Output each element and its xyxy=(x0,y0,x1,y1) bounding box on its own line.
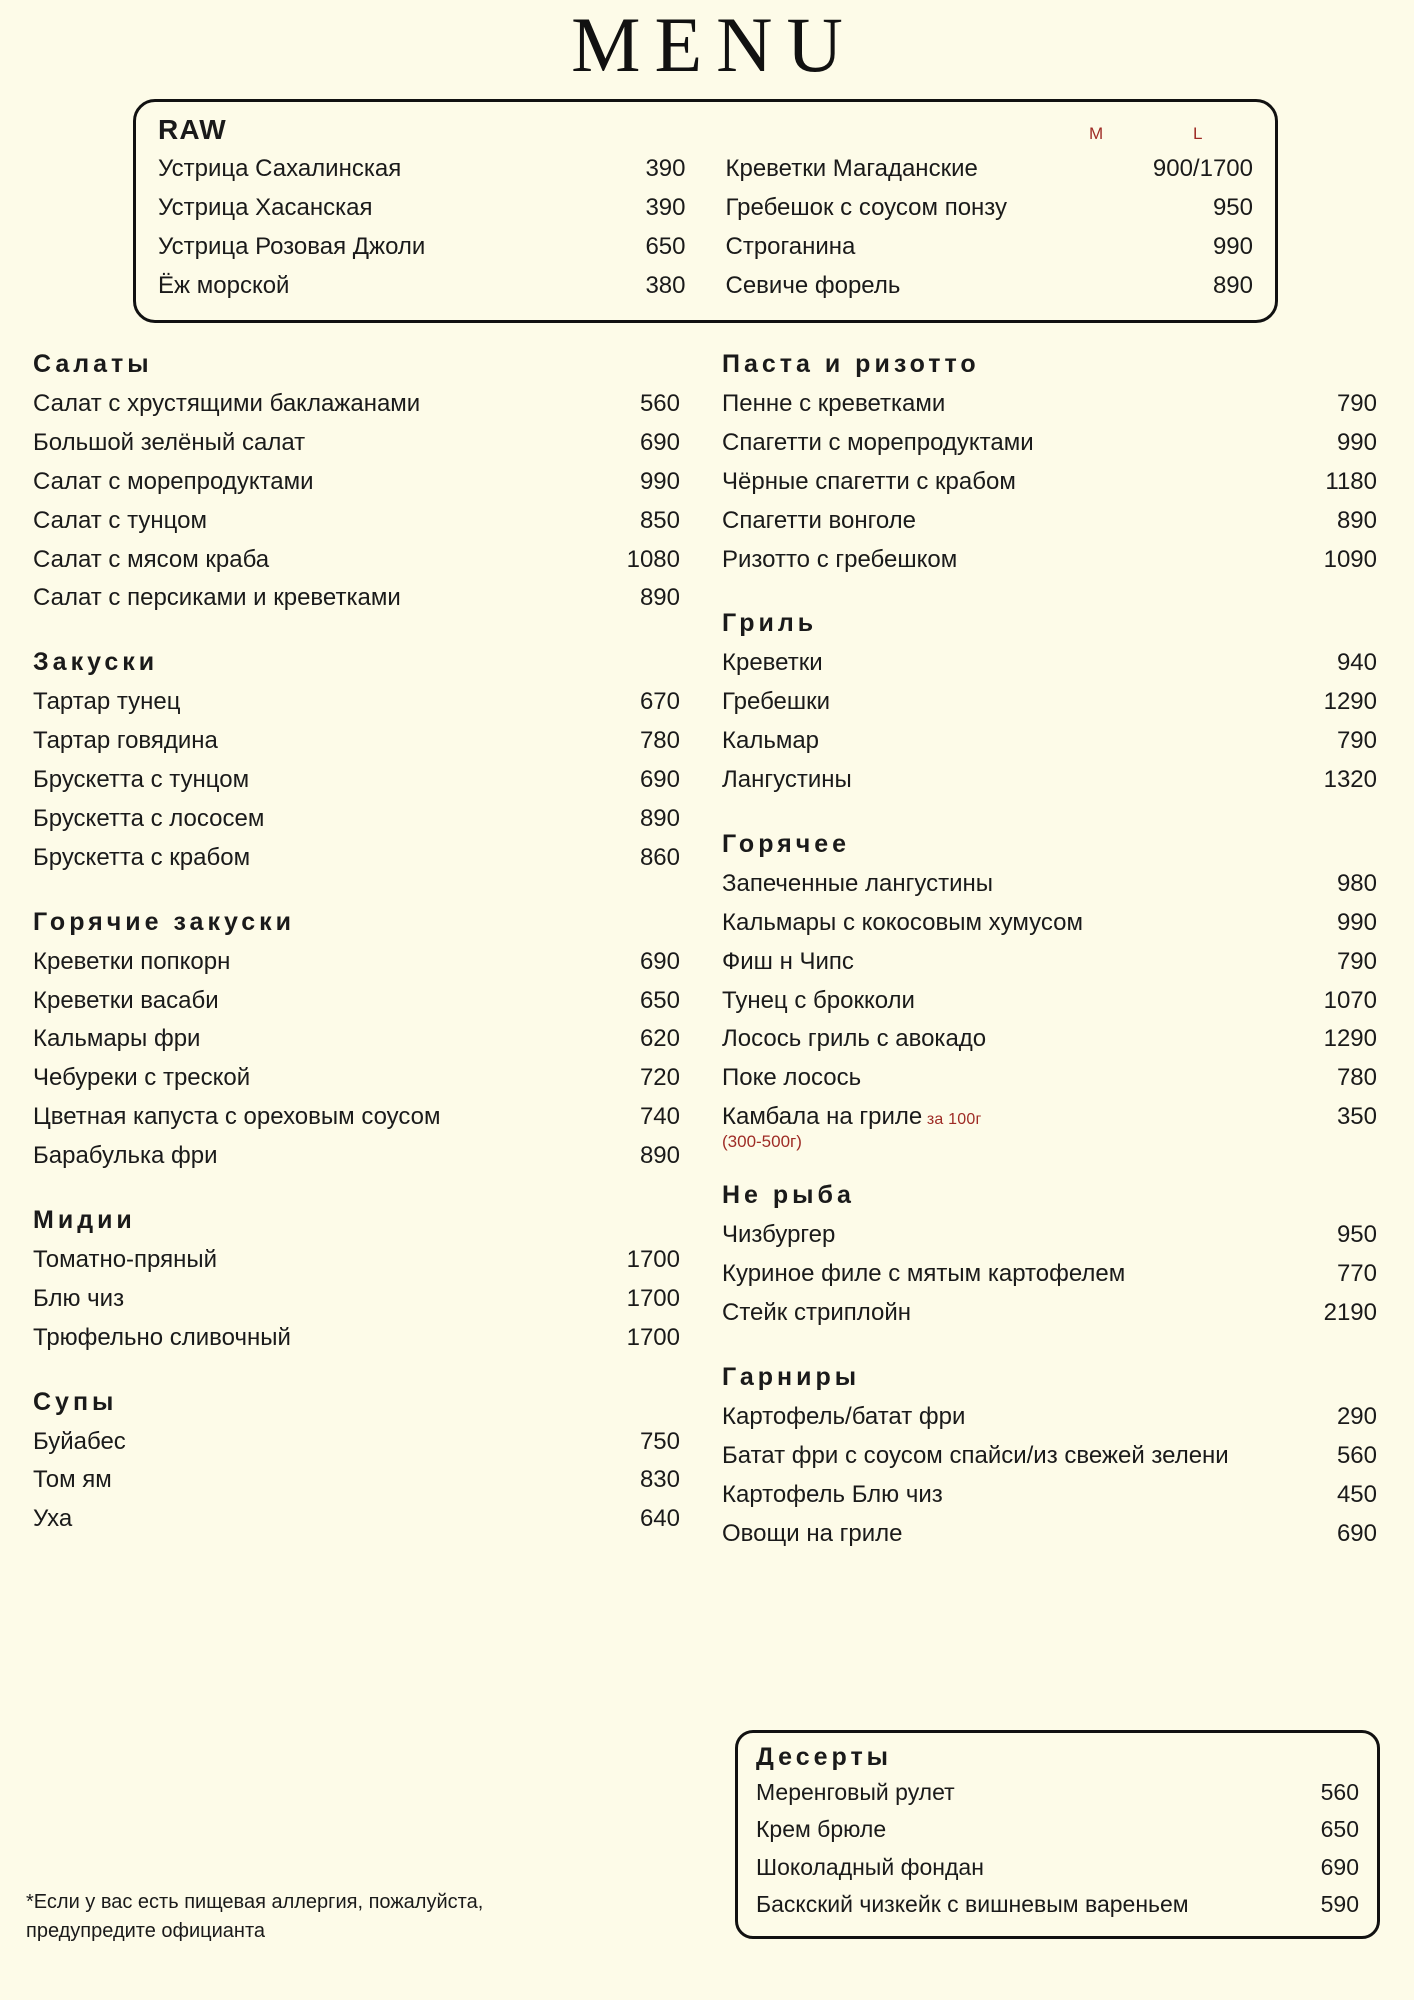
menu-item-name: Лангустины xyxy=(722,766,852,793)
menu-item-row xyxy=(722,463,1377,502)
menu-item-name: Спагетти вонголе xyxy=(722,506,916,534)
menu-item-row xyxy=(33,1241,680,1280)
menu-item-row xyxy=(33,722,680,761)
menu-item-price: 690 xyxy=(639,947,680,975)
menu-item-row xyxy=(722,1437,1377,1476)
menu-item-name: Брускетта с тунцом xyxy=(33,766,250,793)
menu-item-name: Баскский чизкейк с вишневым вареньем xyxy=(756,1891,1189,1918)
menu-item-name: Картофель Блю чиз xyxy=(722,1480,943,1508)
menu-item-price: 560 xyxy=(1336,1441,1377,1469)
menu-item-price: 950 xyxy=(1212,193,1253,221)
menu-item-name: Тунец с брокколи xyxy=(722,986,915,1014)
menu-item-row xyxy=(722,541,1377,580)
menu-item-row xyxy=(33,1059,680,1098)
raw-item-row xyxy=(158,189,686,228)
menu-item-name: Тартар тунец xyxy=(33,688,181,716)
menu-item-row xyxy=(33,1137,680,1176)
menu-section xyxy=(722,350,1377,579)
menu-item-row xyxy=(722,644,1377,683)
raw-item-row xyxy=(726,150,1254,189)
menu-item-price: 620 xyxy=(639,1025,680,1053)
menu-item-price: 830 xyxy=(639,1466,680,1494)
menu-item-price: 290 xyxy=(1336,1402,1377,1430)
menu-item-price: 1080 xyxy=(626,545,680,573)
menu-section xyxy=(722,609,1377,800)
menu-item-row xyxy=(722,865,1377,904)
menu-item-price: 1700 xyxy=(626,1245,680,1273)
menu-section xyxy=(33,1388,680,1540)
menu-item-row xyxy=(722,1515,1377,1554)
size-header-m: M xyxy=(1089,124,1104,143)
menu-item-row xyxy=(33,579,680,618)
menu-section xyxy=(33,1206,680,1358)
menu-item-price: 790 xyxy=(1336,727,1377,755)
menu-item-name: Батат фри с соусом спайси/из свежей зелени xyxy=(722,1441,1229,1469)
menu-item-row xyxy=(722,982,1377,1021)
menu-item-row xyxy=(722,385,1377,424)
menu-item-name: Цветная капуста с ореховым соусом xyxy=(33,1103,441,1131)
menu-item-price: 380 xyxy=(645,271,686,299)
menu-section-title: Гарниры xyxy=(722,1362,861,1391)
menu-item-price: 1290 xyxy=(1323,1025,1377,1053)
raw-item-row xyxy=(726,267,1254,306)
menu-item-price: 1700 xyxy=(626,1284,680,1312)
menu-item-price: 990 xyxy=(1336,428,1377,456)
menu-item-price: 940 xyxy=(1336,649,1377,677)
menu-item-name: Кальмары фри xyxy=(33,1025,201,1053)
menu-item-price: 890 xyxy=(1212,271,1253,299)
menu-item-name: Салат с хрустящими баклажанами xyxy=(33,390,421,417)
menu-item-price: 990 xyxy=(1336,908,1377,936)
menu-item-row xyxy=(33,800,680,839)
menu-item-row xyxy=(33,839,680,878)
menu-item-name: Картофель/батат фри xyxy=(722,1402,966,1430)
menu-item-name: Кальмар xyxy=(722,727,820,755)
menu-item-price: 980 xyxy=(1336,869,1377,897)
menu-item-row xyxy=(33,1098,680,1137)
menu-item-row xyxy=(722,1255,1377,1294)
menu-section-title: Гриль xyxy=(722,609,818,638)
size-header-l: L xyxy=(1193,124,1203,143)
menu-item-name: Креветки Магаданские xyxy=(725,155,978,182)
menu-item-row xyxy=(33,1319,680,1358)
menu-item-row xyxy=(722,722,1377,761)
menu-item-name: Салат с морепродуктами xyxy=(33,467,314,495)
menu-item-price: 780 xyxy=(1336,1064,1377,1092)
menu-item-price: 1070 xyxy=(1323,986,1377,1014)
desserts-section-box xyxy=(735,1730,1380,1939)
menu-item-name: Устрица Розовая Джоли xyxy=(158,232,426,260)
menu-item-price: 850 xyxy=(639,506,680,534)
menu-item-price: 390 xyxy=(645,155,686,182)
menu-item-price: 780 xyxy=(639,727,680,755)
dessert-item-row xyxy=(756,1849,1359,1886)
desserts-list xyxy=(756,1774,1359,1924)
menu-item-row xyxy=(33,761,680,800)
raw-item-row xyxy=(158,150,686,189)
dessert-item-row xyxy=(756,1774,1359,1811)
menu-item-name: Чизбургер xyxy=(722,1221,836,1249)
menu-item-price: 740 xyxy=(639,1103,680,1131)
menu-item-portion-note: за 100г xyxy=(922,1111,982,1129)
menu-item-row xyxy=(722,1059,1377,1098)
menu-item-price: 990 xyxy=(639,467,680,495)
menu-section-title: Салаты xyxy=(33,350,153,378)
menu-item-name: Поке лосось xyxy=(722,1064,862,1092)
raw-size-headers xyxy=(158,124,1253,146)
menu-item-price: 890 xyxy=(639,584,680,612)
menu-item-price: 590 xyxy=(1320,1891,1359,1918)
menu-item-price: 670 xyxy=(639,688,680,716)
menu-item-row xyxy=(33,1280,680,1319)
menu-item-name: Гребешки xyxy=(722,688,831,716)
menu-item-name: Стейк стриплойн xyxy=(722,1299,911,1327)
left-column xyxy=(0,350,680,1553)
menu-item-row xyxy=(33,424,680,463)
menu-item-name: Буйабес xyxy=(33,1427,126,1455)
menu-item-name: Чебуреки с треской xyxy=(33,1064,251,1092)
menu-item-name: Устрица Хасанская xyxy=(158,193,373,221)
menu-item-price: 650 xyxy=(639,986,680,1014)
menu-item-name: Креветки васаби xyxy=(33,986,219,1014)
menu-item-price: 560 xyxy=(1320,1779,1359,1805)
menu-item-price: 390 xyxy=(645,193,686,221)
menu-section-title: Паста и ризотто xyxy=(722,350,980,378)
menu-item-name: Трюфельно сливочный xyxy=(33,1323,291,1351)
menu-item-price: 790 xyxy=(1336,390,1377,417)
menu-item-price: 790 xyxy=(1336,947,1377,975)
menu-item-name: Барабулька фри xyxy=(33,1142,218,1169)
menu-item-name: Кальмары с кокосовым хумусом xyxy=(722,908,1083,936)
raw-item-row xyxy=(726,228,1254,267)
menu-item-price: 690 xyxy=(639,766,680,793)
raw-section-title: RAW xyxy=(158,114,227,145)
raw-item-row xyxy=(158,267,686,306)
menu-item-row xyxy=(33,1020,680,1059)
menu-item-name: Пенне с креветками xyxy=(722,390,946,417)
menu-item-weight: (300-500г) xyxy=(722,1131,802,1151)
menu-item-name: Камбала на гриле за 100г (300-500г) xyxy=(722,1103,1281,1151)
raw-item-row xyxy=(726,189,1254,228)
menu-section-title: Горячее xyxy=(722,829,851,858)
page-title: MENU xyxy=(571,1,857,88)
menu-section xyxy=(722,830,1377,1151)
menu-item-name: Гребешок с соусом понзу xyxy=(725,193,1008,221)
menu-item-price: 640 xyxy=(639,1505,680,1533)
menu-item-price: 650 xyxy=(645,232,686,260)
menu-item-price: 950 xyxy=(1336,1221,1377,1249)
menu-item-name: Чёрные спагетти с крабом xyxy=(722,467,1016,495)
menu-item-row xyxy=(33,385,680,424)
menu-item-price: 720 xyxy=(639,1064,680,1092)
menu-item-row xyxy=(722,1020,1377,1059)
menu-item-price: 2190 xyxy=(1323,1299,1377,1327)
menu-item-name: Меренговый рулет xyxy=(756,1779,955,1805)
raw-right-column xyxy=(686,150,1254,306)
menu-section-title: Закуски xyxy=(33,648,159,677)
menu-item-name: Ризотто с гребешком xyxy=(722,545,958,573)
menu-section-title: Не рыба xyxy=(722,1181,855,1210)
menu-item-row xyxy=(722,1476,1377,1515)
menu-item-price: 690 xyxy=(1336,1519,1377,1547)
menu-item-price: 350 xyxy=(1336,1103,1377,1131)
menu-section xyxy=(722,1363,1377,1554)
dessert-item-row xyxy=(756,1811,1359,1848)
menu-item-row xyxy=(33,1423,680,1462)
menu-item-price: 900/1700 xyxy=(1152,155,1253,182)
menu-item-row xyxy=(722,1294,1377,1333)
menu-item-price: 650 xyxy=(1320,1816,1359,1843)
menu-item-row xyxy=(33,1500,680,1539)
menu-item-row xyxy=(33,1461,680,1500)
menu-item-price: 690 xyxy=(639,428,680,456)
menu-section xyxy=(33,350,680,618)
menu-item-name: Томатно-пряный xyxy=(33,1245,218,1273)
menu-columns xyxy=(0,350,1414,1553)
menu-item-name: Куриное филе с мятым картофелем xyxy=(722,1260,1126,1288)
menu-item-price: 890 xyxy=(639,1142,680,1169)
menu-item-row xyxy=(722,943,1377,982)
menu-item-price: 990 xyxy=(1212,232,1253,260)
menu-item-row xyxy=(722,1398,1377,1437)
dessert-item-row xyxy=(756,1886,1359,1923)
menu-item-name: Брускетта с лососем xyxy=(33,804,265,832)
menu-item-row xyxy=(33,982,680,1021)
menu-item-name: Овощи на гриле xyxy=(722,1519,903,1547)
menu-section xyxy=(33,908,680,1176)
menu-item-price: 1180 xyxy=(1325,467,1377,495)
menu-item-row xyxy=(722,904,1377,943)
menu-item-price: 450 xyxy=(1336,1480,1377,1508)
menu-item-name: Ёж морской xyxy=(158,271,290,299)
menu-item-price: 890 xyxy=(639,804,680,832)
menu-item-name: Брускетта с крабом xyxy=(33,843,251,871)
menu-item-row xyxy=(722,761,1377,800)
menu-item-price: 890 xyxy=(1336,506,1377,534)
menu-item-name: Крем брюле xyxy=(756,1816,887,1843)
menu-item-name: Севиче форель xyxy=(725,271,901,299)
menu-item-row xyxy=(33,683,680,722)
menu-item-name: Лосось гриль с авокадо xyxy=(722,1025,987,1053)
menu-section-title: Горячие закуски xyxy=(33,907,296,936)
menu-item-price: 1090 xyxy=(1323,545,1377,573)
menu-item-name: Устрица Сахалинская xyxy=(158,155,402,182)
menu-item-price: 1290 xyxy=(1323,688,1377,716)
menu-item-price: 1700 xyxy=(626,1323,680,1351)
menu-section xyxy=(722,1181,1377,1333)
menu-item-row xyxy=(722,1216,1377,1255)
menu-section-title: Мидии xyxy=(33,1205,136,1234)
raw-section-box xyxy=(133,99,1278,323)
menu-item-price: 770 xyxy=(1336,1260,1377,1288)
menu-item-price: 860 xyxy=(639,843,680,871)
menu-item-row xyxy=(33,943,680,982)
raw-item-row xyxy=(158,228,686,267)
menu-item-name: Тартар говядина xyxy=(33,727,218,755)
menu-item-name: Салат с персиками и креветками xyxy=(33,584,401,612)
menu-item-row xyxy=(33,541,680,580)
menu-item-name: Креветки попкорн xyxy=(33,947,231,975)
desserts-title: Десерты xyxy=(756,1743,893,1771)
menu-item-name: Креветки xyxy=(722,649,823,677)
menu-item-name: Большой зелёный салат xyxy=(33,428,306,456)
menu-item-name: Салат с мясом краба xyxy=(33,545,270,573)
menu-item-price: 690 xyxy=(1320,1853,1359,1880)
menu-item-name: Блю чиз xyxy=(33,1284,125,1312)
menu-item-row xyxy=(722,424,1377,463)
menu-item-name: Салат с тунцом xyxy=(33,506,207,534)
menu-item-row xyxy=(722,683,1377,722)
right-column xyxy=(680,350,1414,1553)
menu-item-price: 1320 xyxy=(1323,766,1377,793)
menu-item-price: 560 xyxy=(639,390,680,417)
menu-item-row xyxy=(33,502,680,541)
menu-item-row xyxy=(722,502,1377,541)
menu-item-price: 750 xyxy=(639,1427,680,1455)
allergy-footnote: *Если у вас есть пищевая аллергия, пожалуйста, предупредите официанта xyxy=(26,1891,484,1942)
menu-item-name: Шоколадный фондан xyxy=(756,1853,984,1880)
menu-item-row xyxy=(722,1098,1377,1151)
menu-item-name: Строганина xyxy=(725,232,856,260)
menu-item-name: Уха xyxy=(33,1505,73,1533)
menu-item-name: Фиш н Чипс xyxy=(722,947,854,975)
menu-item-name: Запеченные лангустины xyxy=(722,869,994,897)
menu-section xyxy=(33,648,680,877)
menu-item-row xyxy=(33,463,680,502)
menu-item-name: Том ям xyxy=(33,1466,112,1494)
menu-item-name: Спагетти с морепродуктами xyxy=(722,428,1034,456)
raw-left-column xyxy=(158,150,686,306)
menu-section-title: Супы xyxy=(33,1387,118,1416)
